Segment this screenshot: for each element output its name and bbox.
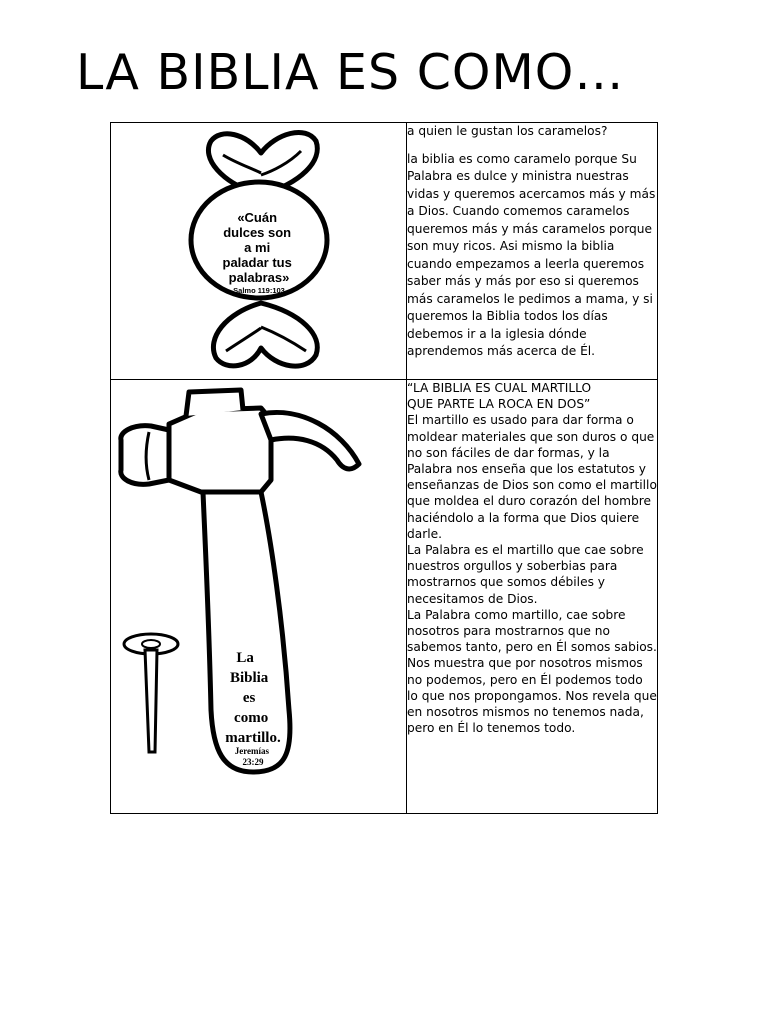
candy-text-line: a mi (244, 240, 271, 255)
candy-reference: Salmo 119:103 (233, 286, 285, 295)
candy-illustration (111, 123, 406, 375)
candy-text-line: «Cuán (237, 210, 278, 225)
content-table (110, 122, 658, 814)
hammer-text-line: Biblia (229, 670, 269, 686)
hammer-reference-line: Jeremías (234, 746, 270, 756)
hammer-text-line: como (234, 710, 269, 726)
table-row (111, 123, 658, 380)
candy-body-text: la biblia es como caramelo porque Su Palabra es dulce y ministra nuestras vidas y queremos acercamos más y más a Dios. Cuando comemos caramelos queremos más y más caramelos porque son muy ricos. Asi mismo la biblia cuando empezamos a leerla queremos saber más y más por eso si queremos más caramelos le pedimos a mama, y si queremos la Biblia todos los días debemos ir a la iglesia dónde aprendemos más acerca de Él. (407, 151, 656, 358)
hammer-text-line: La (236, 650, 254, 666)
candy-bottom-wrapper (213, 303, 317, 366)
candy-question: a quien le gustan los caramelos? (407, 124, 608, 138)
candy-text-line: dulces son (223, 225, 292, 240)
hammer-text-line: es (242, 690, 256, 706)
candy-image-cell (111, 123, 407, 380)
hammer-illustration (111, 380, 406, 809)
candy-text-line: palabras» (228, 270, 290, 285)
hammer-body-text: “LA BIBLIA ES CUAL MARTILLO QUE PARTE LA ROCA EN DOS” El martillo es usado para dar forma o moldear materiales que son duros o que no son fáciles de dar formas, y la Palabra nos enseña que los estatutos y enseñanzas de Dios son como el martillo que moldea el duro corazón del hombre haciéndolo a la forma que Dios quiere darle. La Palabra es el martillo que cae sobre nuestros orgullos y soberbias para mostrarnos que somos débiles y necesitamos de Dios. La Palabra como martillo, cae sobre nosotros para mostrarnos que no sabemos tanto, pero en Él somos sabios. Nos muestra que por nosotros mismos no podemos, pero en Él podemos todo lo que nos propongamos. Nos revela que en nosotros mismos no tenemos nada, pero en Él lo tenemos todo. (407, 381, 657, 736)
candy-text-cell (407, 123, 658, 380)
candy-text-line: paladar tus (222, 255, 292, 270)
page-title: LA BIBLIA ES COMO… (76, 44, 625, 101)
hammer-text-line: martillo. (225, 730, 281, 746)
hammer-reference-line: 23:29 (242, 757, 264, 767)
hammer-text-cell (407, 380, 658, 814)
nail-icon (124, 634, 178, 752)
table-row (111, 380, 658, 814)
hammer-image-cell (111, 380, 407, 814)
